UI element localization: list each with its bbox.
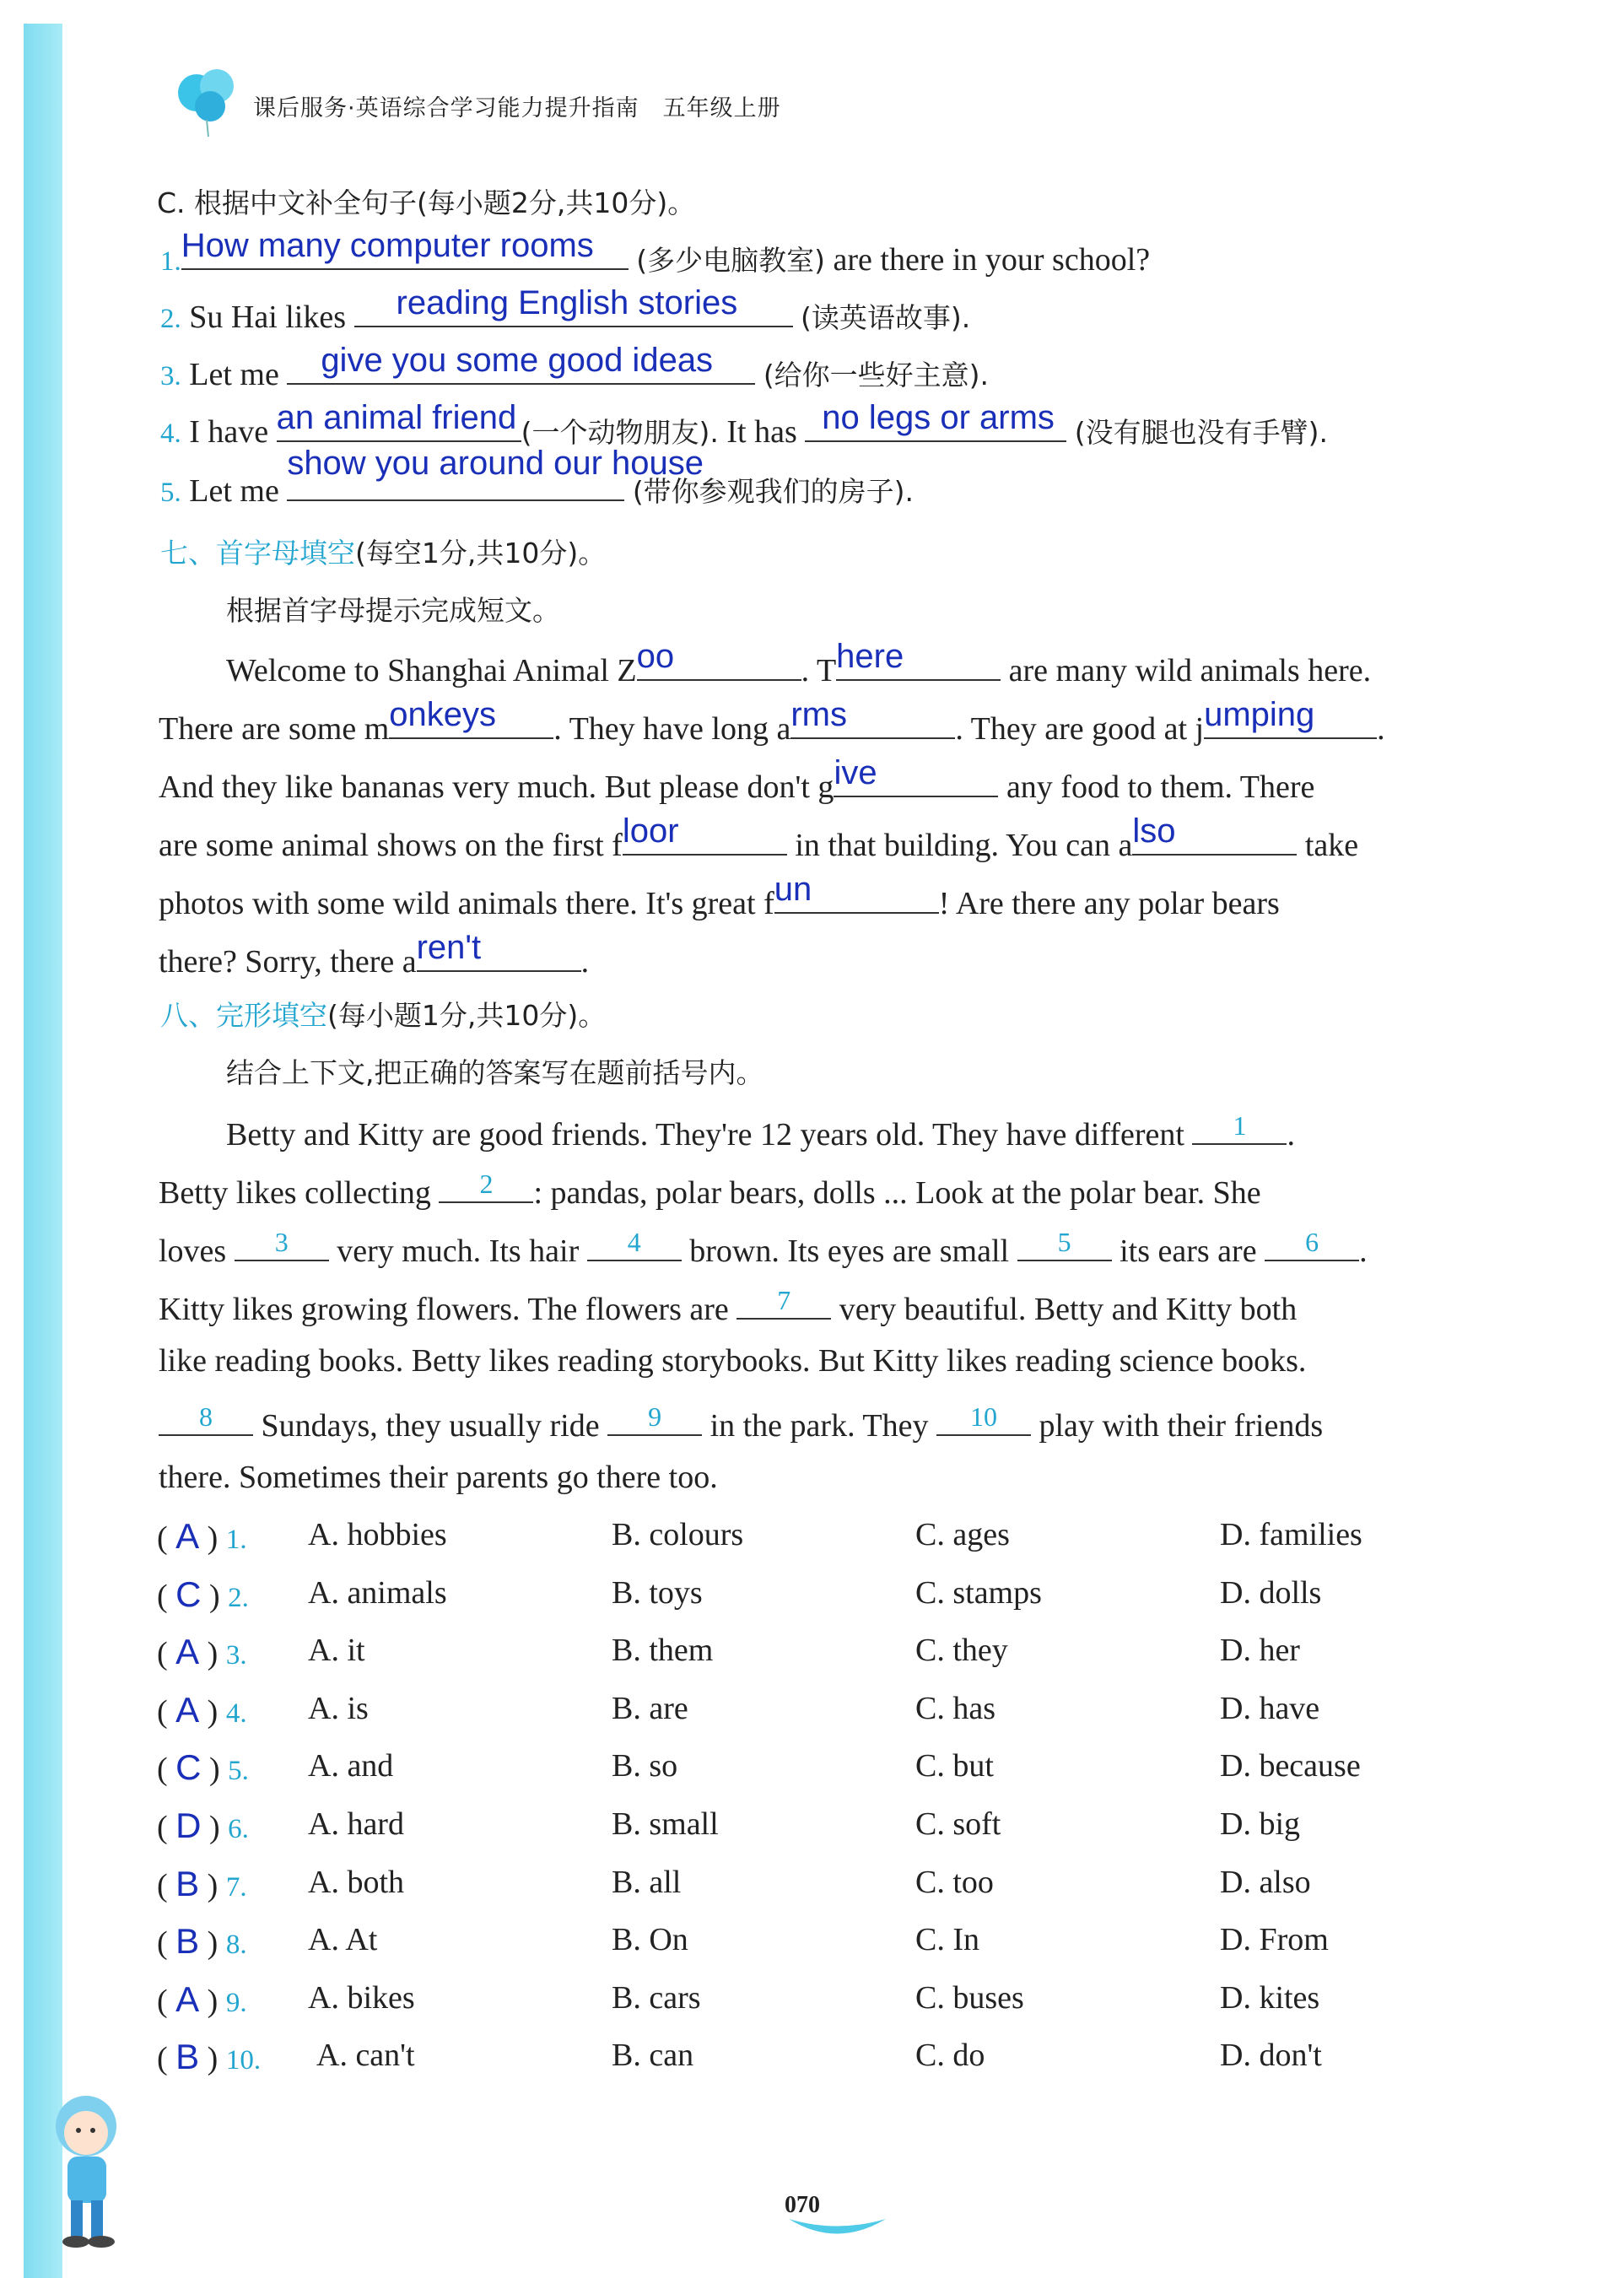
answer-blank: [834, 754, 998, 797]
handwritten-answer: How many computer rooms: [181, 227, 594, 264]
cloze-line-1: [226, 1109, 1295, 1153]
page-number: 070: [785, 2192, 820, 2218]
passage-line-2: [159, 696, 1385, 748]
answer-blank: [805, 399, 1066, 442]
option-d: D. because: [1220, 1748, 1361, 1784]
passage-line-1: [226, 638, 1372, 689]
option-b: B. cars: [612, 1979, 701, 2016]
cloze-line-3: [159, 1226, 1368, 1270]
sentence-text: are there in your school?: [833, 242, 1151, 278]
handwritten-answer: no legs or arms: [822, 399, 1055, 436]
left-color-strip: [24, 24, 62, 2278]
handwritten-answer: ive: [834, 754, 877, 791]
question-number: 9.: [225, 1987, 247, 2018]
option-c: C. ages: [915, 1517, 1010, 1552]
text: Sundays, they usually ride: [253, 1408, 608, 1444]
question-number: 10.: [225, 2045, 262, 2076]
handwritten-answer: onkeys: [389, 696, 497, 733]
passage-line-3: [159, 754, 1315, 806]
question-row: [157, 2037, 261, 2077]
chinese-hint: (读英语故事).: [801, 301, 971, 334]
question-row: [157, 1979, 247, 2020]
chinese-hint: (多少电脑教室): [636, 244, 825, 277]
blank-number: 2: [479, 1169, 494, 1199]
text: are some animal shows on the first f: [159, 828, 623, 863]
open-paren: (: [157, 1578, 168, 1614]
item-number: 3.: [160, 361, 181, 391]
text: loves: [159, 1233, 235, 1269]
open-paren: (: [157, 2041, 168, 2077]
sentence-text: It has: [726, 414, 797, 450]
option-a: A. it: [308, 1633, 365, 1669]
answer-choice[interactable]: C: [175, 1574, 202, 1614]
open-paren: (: [157, 1925, 168, 1962]
option-b: B. toys: [612, 1574, 703, 1611]
text: .: [1287, 1117, 1295, 1152]
sentence-text: Let me: [189, 473, 279, 509]
option-a: A. can't: [316, 2038, 415, 2074]
close-paren: ): [207, 2041, 219, 2077]
handwritten-answer: oo: [636, 638, 675, 675]
open-paren: (: [157, 1867, 168, 1903]
question-number: 7.: [225, 1871, 247, 1903]
text: Welcome to Shanghai Animal Z: [226, 653, 637, 688]
close-paren: ): [207, 1520, 219, 1556]
item-number: 1.: [160, 246, 181, 277]
option-c: C. In: [915, 1922, 979, 1958]
text: are many wild animals here.: [1001, 653, 1372, 688]
option-d: D. have: [1220, 1690, 1320, 1726]
item-number: 4.: [160, 418, 181, 449]
section-7-instruction: 根据首字母提示完成短文。: [226, 594, 560, 627]
sentence-text: Let me: [189, 357, 279, 392]
handwritten-answer: lso: [1132, 812, 1176, 850]
option-c: C. but: [915, 1748, 994, 1784]
option-d: D. families: [1220, 1517, 1362, 1552]
text: any food to them. There: [998, 769, 1315, 805]
close-paren: ): [207, 1693, 219, 1730]
cloze-blank: [159, 1401, 253, 1436]
answer-choice[interactable]: A: [175, 1632, 200, 1672]
option-b: B. can: [612, 2038, 694, 2074]
option-a: A. At: [308, 1922, 378, 1958]
text: . T: [801, 653, 837, 688]
passage-line-4: [159, 812, 1359, 864]
option-b: B. small: [612, 1806, 719, 1842]
item-number: 2.: [160, 304, 181, 334]
option-c: C. they: [915, 1633, 1008, 1669]
question-row: [157, 1806, 249, 1846]
option-c: C. too: [915, 1864, 994, 1900]
option-d: D. dolls: [1220, 1574, 1322, 1611]
question-row: [157, 1921, 247, 1962]
option-d: D. also: [1220, 1864, 1311, 1900]
close-paren: ): [207, 1867, 219, 1903]
text: . They are good at j: [955, 711, 1205, 747]
text: there? Sorry, there a: [159, 944, 417, 980]
answer-blank: [836, 638, 1001, 681]
text: .: [1359, 1233, 1368, 1269]
answer-choice[interactable]: A: [175, 1978, 200, 2019]
option-c: C. soft: [915, 1806, 1001, 1842]
answer-blank: [1132, 812, 1297, 856]
handwritten-answer: umping: [1204, 696, 1315, 733]
open-paren: (: [157, 1636, 168, 1672]
blank-number: 3: [274, 1227, 289, 1257]
section-7-title: [160, 532, 606, 571]
open-paren: (: [157, 1983, 168, 2019]
cloze-blank: [607, 1401, 702, 1436]
text: : pandas, polar bears, dolls ... Look at the polar bear. She: [533, 1175, 1261, 1211]
option-c: C. do: [915, 2038, 985, 2074]
answer-blank: [790, 696, 955, 739]
close-paren: ): [207, 1983, 219, 2019]
cloze-blank: [936, 1401, 1031, 1436]
option-a: A. hard: [308, 1806, 404, 1842]
open-paren: (: [157, 1693, 168, 1730]
question-number: 5.: [228, 1756, 249, 1787]
cloze-blank: [1192, 1109, 1287, 1145]
close-paren: ): [207, 1925, 219, 1962]
section-score: (每小题1分,共10分)。: [327, 999, 607, 1032]
text: ! Are there any polar bears: [938, 886, 1280, 921]
sentence-text: Su Hai likes: [189, 300, 347, 335]
answer-blank: [1204, 696, 1377, 739]
blank-number: 4: [627, 1227, 641, 1257]
option-d: D. her: [1220, 1633, 1300, 1669]
option-a: A. is: [308, 1690, 369, 1726]
blank-number: 10: [969, 1401, 997, 1432]
section-score: (每空1分,共10分)。: [355, 537, 607, 570]
text: in the park. They: [702, 1408, 936, 1444]
question-row: [157, 1574, 249, 1615]
answer-blank: [774, 871, 939, 914]
question-row: [157, 1864, 247, 1904]
c-item-1: [160, 227, 1151, 278]
open-paren: (: [157, 1810, 168, 1845]
question-number: 2.: [228, 1582, 249, 1613]
option-c: C. stamps: [915, 1574, 1042, 1611]
chinese-hint: (一个动物朋友).: [521, 416, 719, 449]
text: There are some m: [159, 711, 390, 747]
cloze-line-4: [159, 1284, 1297, 1328]
section-heading: 八、完形填空: [160, 999, 327, 1032]
chinese-hint: (没有腿也没有手臂).: [1074, 416, 1329, 449]
text: very beautiful. Betty and Kitty both: [831, 1292, 1298, 1327]
option-d: D. From: [1220, 1922, 1329, 1958]
answer-choice[interactable]: B: [175, 2037, 200, 2077]
part-c-title: C. 根据中文补全句子(每小题2分,共10分)。: [157, 186, 696, 219]
page-number-ornament: [785, 2215, 890, 2240]
cloze-line-2: [159, 1168, 1261, 1212]
option-d: D. kites: [1220, 1979, 1320, 2016]
text: very much. Its hair: [328, 1233, 587, 1269]
text: play with their friends: [1030, 1408, 1324, 1444]
text: brown. Its eyes are small: [681, 1233, 1017, 1269]
handwritten-answer: show you around our house: [287, 445, 704, 482]
c-item-5: [160, 445, 915, 510]
answer-blank: [636, 638, 801, 681]
section-8-title: [160, 994, 606, 1034]
section-8-instruction: 结合上下文,把正确的答案写在题前括号内。: [226, 1056, 764, 1089]
answer-blank: [622, 812, 787, 856]
answer-blank: [416, 929, 581, 972]
open-paren: (: [157, 1520, 168, 1556]
c-item-3: [160, 342, 990, 393]
answer-choice[interactable]: C: [175, 1747, 202, 1788]
handwritten-answer: give you some good ideas: [321, 342, 714, 379]
option-b: B. On: [612, 1922, 688, 1958]
close-paren: ): [207, 1636, 219, 1672]
text: there. Sometimes their parents go there too.: [159, 1460, 718, 1495]
question-number: 4.: [225, 1698, 247, 1729]
answer-blank: [354, 284, 793, 327]
handwritten-answer: here: [836, 638, 904, 675]
page-header: 课后服务·英语综合学习能力提升指南 五年级上册: [253, 95, 781, 121]
handwritten-answer: ren't: [416, 929, 482, 966]
option-b: B. so: [612, 1748, 678, 1784]
cloze-blank: [736, 1284, 831, 1320]
text: .: [1377, 711, 1385, 747]
cloze-line-7: [159, 1459, 718, 1496]
close-paren: ): [209, 1810, 220, 1845]
close-paren: ): [209, 1752, 220, 1788]
open-paren: (: [157, 1752, 168, 1788]
blank-number: 5: [1057, 1227, 1071, 1257]
cloze-line-5: [159, 1342, 1306, 1379]
cartoon-boy-icon: [34, 2084, 143, 2253]
answer-choice[interactable]: B: [175, 1921, 200, 1962]
text: photos with some wild animals there. It's great f: [159, 886, 774, 921]
chinese-hint: (带你参观我们的房子).: [632, 475, 915, 508]
text: like reading books. Betty likes reading storybooks. But Kitty likes reading science books.: [159, 1343, 1307, 1379]
option-b: B. all: [612, 1864, 682, 1900]
answer-blank: [389, 696, 553, 739]
cloze-blank: [1265, 1226, 1359, 1261]
handwritten-answer: rms: [790, 696, 847, 733]
answer-choice[interactable]: A: [175, 1689, 200, 1730]
sentence-text: I have: [189, 414, 269, 450]
question-row: [157, 1747, 249, 1788]
option-c: C. buses: [915, 1979, 1024, 2016]
option-a: A. hobbies: [308, 1517, 447, 1552]
option-a: A. bikes: [308, 1979, 415, 2016]
answer-choice[interactable]: A: [175, 1516, 200, 1556]
blank-number: 7: [777, 1285, 791, 1315]
option-a: A. both: [308, 1864, 404, 1900]
text: Betty likes collecting: [159, 1175, 440, 1211]
answer-blank: [287, 342, 755, 385]
option-a: A. animals: [308, 1574, 447, 1611]
chinese-hint: (给你一些好主意).: [763, 359, 990, 391]
text: . They have long a: [553, 711, 791, 747]
cloze-blank: [587, 1226, 682, 1261]
question-number: 3.: [225, 1640, 247, 1671]
option-d: D. don't: [1220, 2038, 1322, 2074]
close-paren: ): [209, 1578, 220, 1614]
handwritten-answer: loor: [622, 812, 679, 850]
option-b: B. them: [612, 1633, 714, 1669]
handwritten-answer: un: [774, 871, 812, 908]
text: And they like bananas very much. But please don't g: [159, 769, 834, 805]
question-row: [157, 1516, 247, 1557]
balloons-icon: [173, 59, 240, 139]
text: its ears are: [1111, 1233, 1265, 1269]
option-b: B. are: [612, 1690, 688, 1726]
answer-blank: [181, 227, 629, 270]
answer-choice[interactable]: B: [175, 1863, 200, 1903]
cloze-blank: [439, 1168, 533, 1203]
text: take: [1297, 828, 1359, 863]
section-heading: 七、首字母填空: [160, 537, 355, 570]
answer-blank: [287, 445, 704, 501]
question-number: 6.: [228, 1814, 249, 1844]
cloze-blank: [235, 1226, 329, 1261]
answer-choice[interactable]: D: [175, 1806, 202, 1845]
item-number: 5.: [160, 478, 181, 508]
answer-blank: [276, 399, 521, 442]
question-row: [157, 1690, 247, 1730]
blank-number: 9: [648, 1401, 662, 1432]
question-row: [157, 1632, 247, 1672]
blank-number: 6: [1305, 1227, 1319, 1257]
blank-number: 8: [199, 1401, 213, 1432]
option-c: C. has: [915, 1690, 995, 1726]
cloze-line-6: [159, 1401, 1323, 1444]
c-item-2: [160, 284, 971, 336]
option-a: A. and: [308, 1748, 394, 1784]
option-d: D. big: [1220, 1806, 1300, 1842]
question-number: 8.: [225, 1930, 247, 1961]
passage-line-5: [159, 871, 1280, 922]
handwritten-answer: reading English stories: [396, 284, 738, 321]
blank-number: 1: [1233, 1110, 1247, 1141]
text: Betty and Kitty are good friends. They're 12 years old. They have different: [226, 1117, 1193, 1152]
question-number: 1.: [225, 1525, 247, 1555]
text: in that building. You can a: [786, 828, 1133, 863]
option-b: B. colours: [612, 1517, 744, 1552]
passage-line-6: [159, 929, 590, 980]
handwritten-answer: an animal friend: [276, 399, 517, 436]
text: Kitty likes growing flowers. The flowers are: [159, 1292, 737, 1327]
text: .: [580, 944, 590, 980]
cloze-blank: [1017, 1226, 1112, 1261]
